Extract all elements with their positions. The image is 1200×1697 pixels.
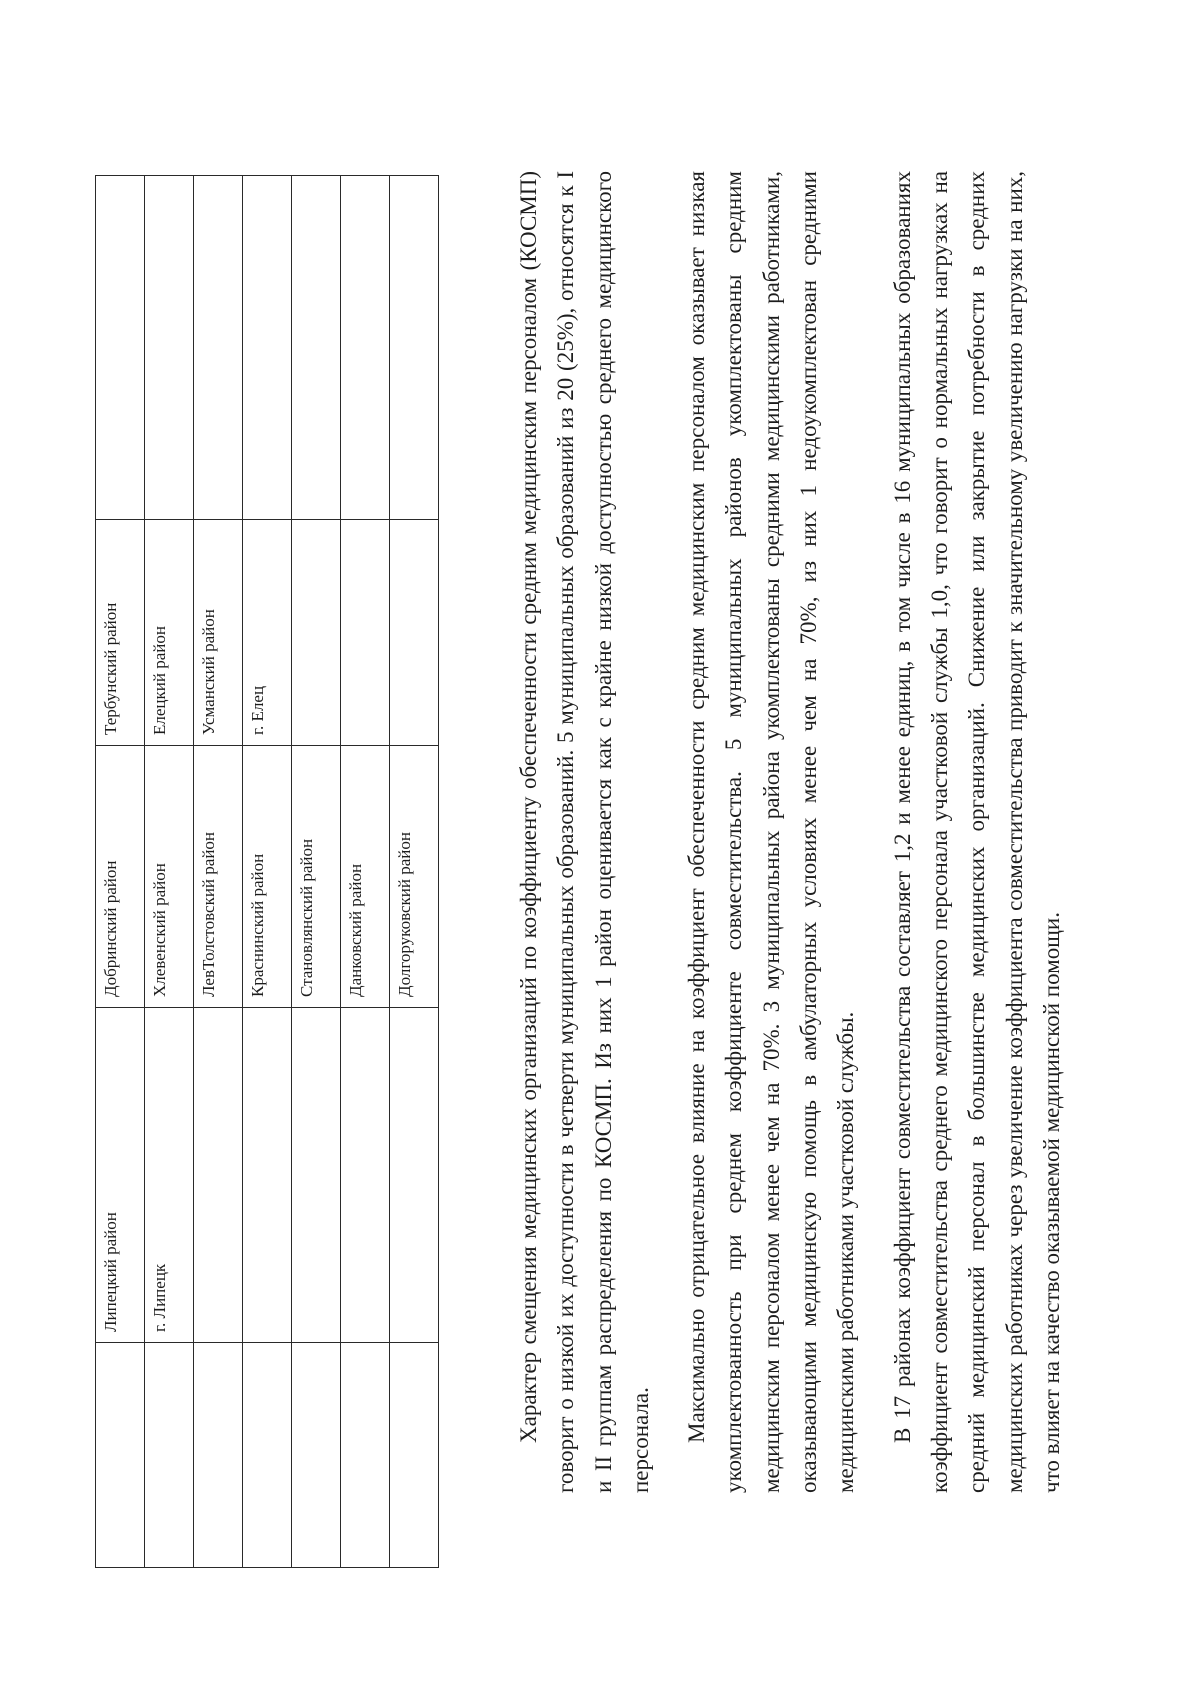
districts-table bbox=[95, 175, 439, 1568]
table-cell bbox=[194, 1343, 243, 1568]
table-cell bbox=[243, 176, 292, 520]
table-cell: Краснинский район bbox=[243, 746, 292, 1008]
table-cell: Становлянский район bbox=[292, 746, 341, 1008]
table-row bbox=[390, 176, 439, 1568]
table-cell bbox=[292, 176, 341, 520]
body-text bbox=[510, 171, 1070, 1493]
table-cell: г. Липецк bbox=[145, 1008, 194, 1343]
table-cell bbox=[243, 1008, 292, 1343]
table-cell: Елецкий район bbox=[145, 520, 194, 746]
paragraph-1: Характер смещения медицинских организаций по коэффициенту обеспеченности средним медицинским персоналом (КОСМП) говорит о низкой их доступности в четверти муниципальных образований. 5 муниципальных образований из 20 (25%), относятся к I и II группам распределения по КОСМП. Из них 1 район оценивается как с крайне низкой доступностью среднего медицинского персонала. bbox=[516, 171, 653, 1493]
table-row bbox=[292, 176, 341, 1568]
table-cell bbox=[243, 1343, 292, 1568]
table-cell bbox=[292, 520, 341, 746]
table-cell: Усманский район bbox=[194, 520, 243, 746]
table-cell: г. Елец bbox=[243, 520, 292, 746]
table-cell bbox=[341, 176, 390, 520]
paragraph-3: В 17 районах коэффициент совместительства составляет 1,2 и менее единиц, в том числе в 16 муниципальных образованиях коэффициент совместительства среднего медицинского персонала участковой службы 1,0, что говорит о нормальных нагрузках на средний медицинский персонал в большинстве медицинских организаций. Снижение или закрытие потребности в средних медицинских работниках через увеличение коэффициента совместительства приводит к значительному увеличению нагрузки на них, что влияет на качество оказываемой медицинской помощи. bbox=[889, 171, 1064, 1493]
table-row bbox=[96, 176, 145, 1568]
table-cell bbox=[390, 520, 439, 746]
table-cell bbox=[390, 1008, 439, 1343]
districts-table-body bbox=[96, 176, 439, 1568]
table-cell bbox=[292, 1008, 341, 1343]
table-cell: Липецкий район bbox=[96, 1008, 145, 1343]
table-cell bbox=[341, 520, 390, 746]
table-cell bbox=[390, 176, 439, 520]
table-cell: Добринский район bbox=[96, 746, 145, 1008]
table-cell bbox=[145, 1343, 194, 1568]
table-cell bbox=[96, 1343, 145, 1568]
table-cell: Хлевенский район bbox=[145, 746, 194, 1008]
table-row bbox=[341, 176, 390, 1568]
table-cell: ЛевТолстовский район bbox=[194, 746, 243, 1008]
table-cell: Долгоруковский район bbox=[390, 746, 439, 1008]
table-row bbox=[194, 176, 243, 1568]
table-cell bbox=[194, 1008, 243, 1343]
table-row bbox=[145, 176, 194, 1568]
table-cell bbox=[96, 176, 145, 520]
table-cell bbox=[145, 176, 194, 520]
table-cell bbox=[194, 176, 243, 520]
paragraph-2: Максимально отрицательное влияние на коэффициент обеспеченности средним медицинским персоналом оказывает низкая укомплектованность при среднем коэффициенте совместительства. 5 муниципальных районов укомплектованы средним медицинским персоналом менее чем на 70%. 3 муниципальных района укомплектованы средними медицинскими работниками, оказывающими медицинскую помощь в амбулаторных условиях менее чем на 70%, из них 1 недоукомплектован средними медицинскими работниками участковой службы. bbox=[684, 171, 859, 1493]
table-cell bbox=[390, 1343, 439, 1568]
table-row bbox=[243, 176, 292, 1568]
table-cell: Тербунский район bbox=[96, 520, 145, 746]
table-cell bbox=[292, 1343, 341, 1568]
table-cell bbox=[341, 1343, 390, 1568]
table-cell bbox=[341, 1008, 390, 1343]
table-cell: Данковский район bbox=[341, 746, 390, 1008]
